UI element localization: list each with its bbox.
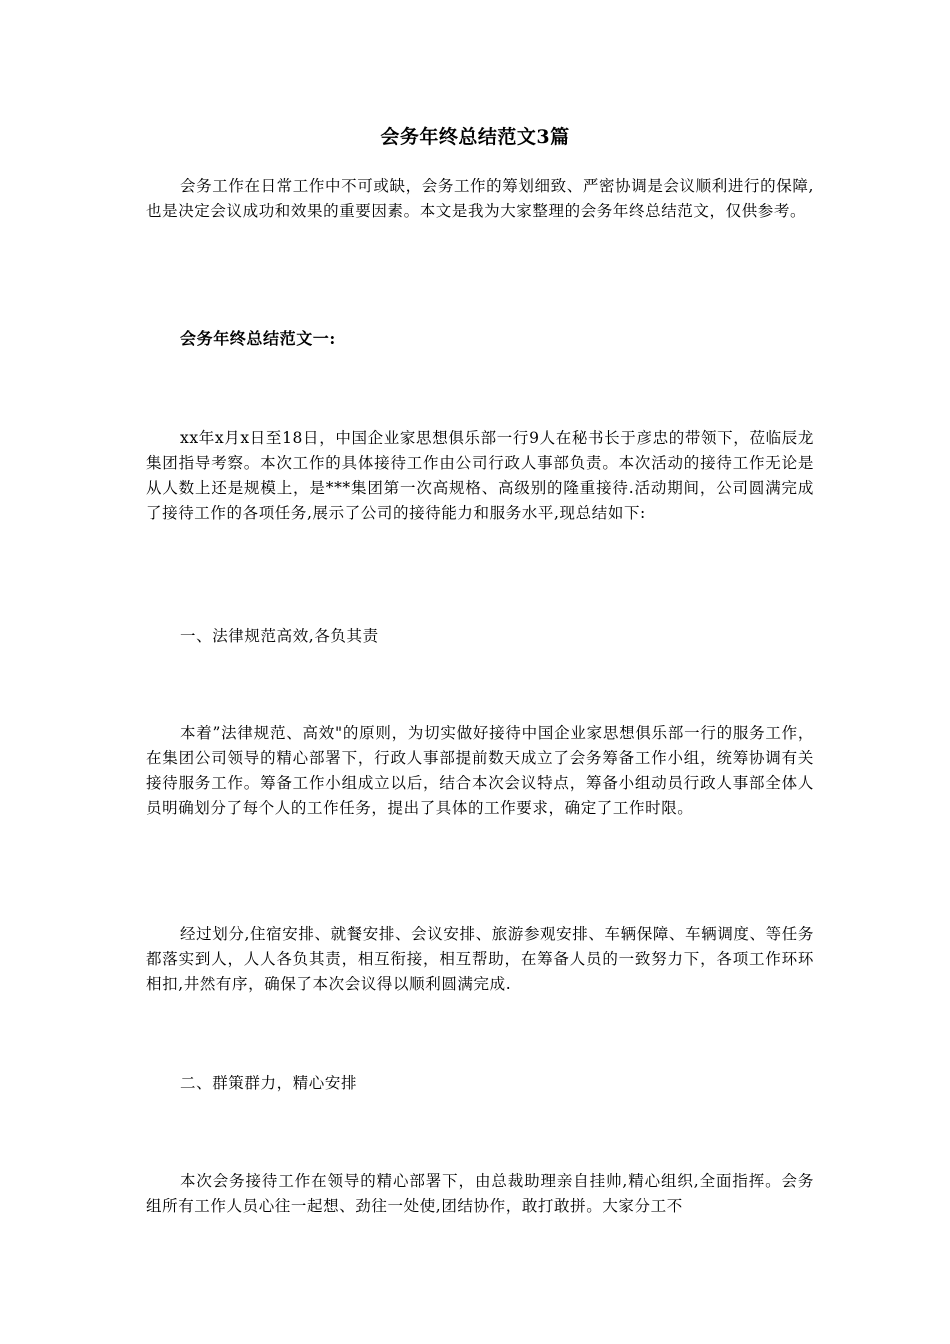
subheading: 二、群策群力，精心安排 bbox=[180, 1074, 358, 1092]
body-paragraph: xx年x月x日至18日，中国企业家思想俱乐部一行9人在秘书长于彦忠的带领下，莅临辰龙集团指导考察。本次工作的具体接待工作由公司行政人事部负责。本次活动的接待工作无论是从人数上还是规模上，是***集团第一次高规格、高级别的隆重接待.活动期间，公司圆满完成了接待工作的各项任务,展示了公司的接待能力和服务水平,现总结如下: bbox=[146, 429, 814, 522]
body-paragraph: 本次会务接待工作在领导的精心部署下，由总裁助理亲自挂帅,精心组织,全面指挥。会务组所有工作人员心往一起想、劲往一处使,团结协作，敢打敢拼。大家分工不 bbox=[146, 1172, 814, 1215]
body-paragraph: 经过划分,住宿安排、就餐安排、会议安排、旅游参观安排、车辆保障、车辆调度、等任务都落实到人，人人各负其责，相互衔接，相互帮助，在筹备人员的一致努力下，各项工作环环相扣,井然有序，确保了本次会议得以顺利圆满完成. bbox=[146, 925, 814, 993]
document-title: 会务年终总结范文3篇 bbox=[380, 126, 570, 148]
subheading: 一、法律规范高效,各负其责 bbox=[180, 627, 379, 645]
body-paragraph: 本着”法律规范、高效"的原则，为切实做好接待中国企业家思想俱乐部一行的服务工作，在集团公司领导的精心部署下，行政人事部提前数天成立了会务筹备工作小组，统筹协调有关接待服务工作。筹备工作小组成立以后，结合本次会议特点，筹备小组动员行政人事部全体人员明确划分了每个人的工作任务，提出了具体的工作要求，确定了工作时限。 bbox=[146, 724, 814, 817]
intro-paragraph: 会务工作在日常工作中不可或缺，会务工作的筹划细致、严密协调是会议顺利进行的保障,也是决定会议成功和效果的重要因素。本文是我为大家整理的会务年终总结范文，仅供参考。 bbox=[146, 177, 814, 220]
section-heading: 会务年终总结范文一: bbox=[180, 329, 336, 348]
